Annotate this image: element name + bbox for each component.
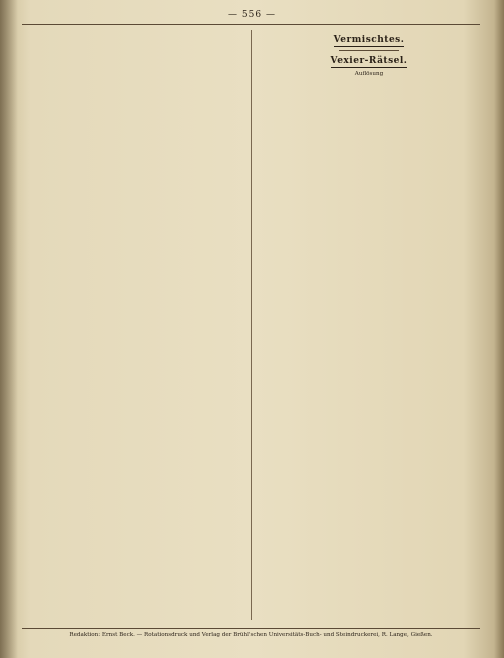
riddle-heading — [258, 55, 480, 68]
imprint-footer: Redaktion: Ernst Beck. — Rotationsdruck und Verlag der Brühl'schen Universitäts-Buch- und Steindruckerei, R. Lange, Gießen. — [69, 632, 433, 638]
right-column — [258, 30, 480, 622]
page-number: — 556 — — [228, 10, 276, 20]
riddle-solution-heading: Auflösung — [354, 71, 384, 77]
page-edge-shadow — [494, 0, 504, 658]
riddle-divider — [339, 50, 399, 51]
header-rule — [22, 24, 480, 25]
riddle-title: Vexier-Rätsel. — [330, 56, 408, 66]
footer-rule — [22, 628, 480, 629]
binding-shadow — [0, 0, 18, 658]
section-title: Vermischtes. — [333, 35, 405, 45]
section-heading — [258, 34, 480, 47]
column-divider — [251, 30, 252, 620]
left-column — [22, 30, 244, 622]
